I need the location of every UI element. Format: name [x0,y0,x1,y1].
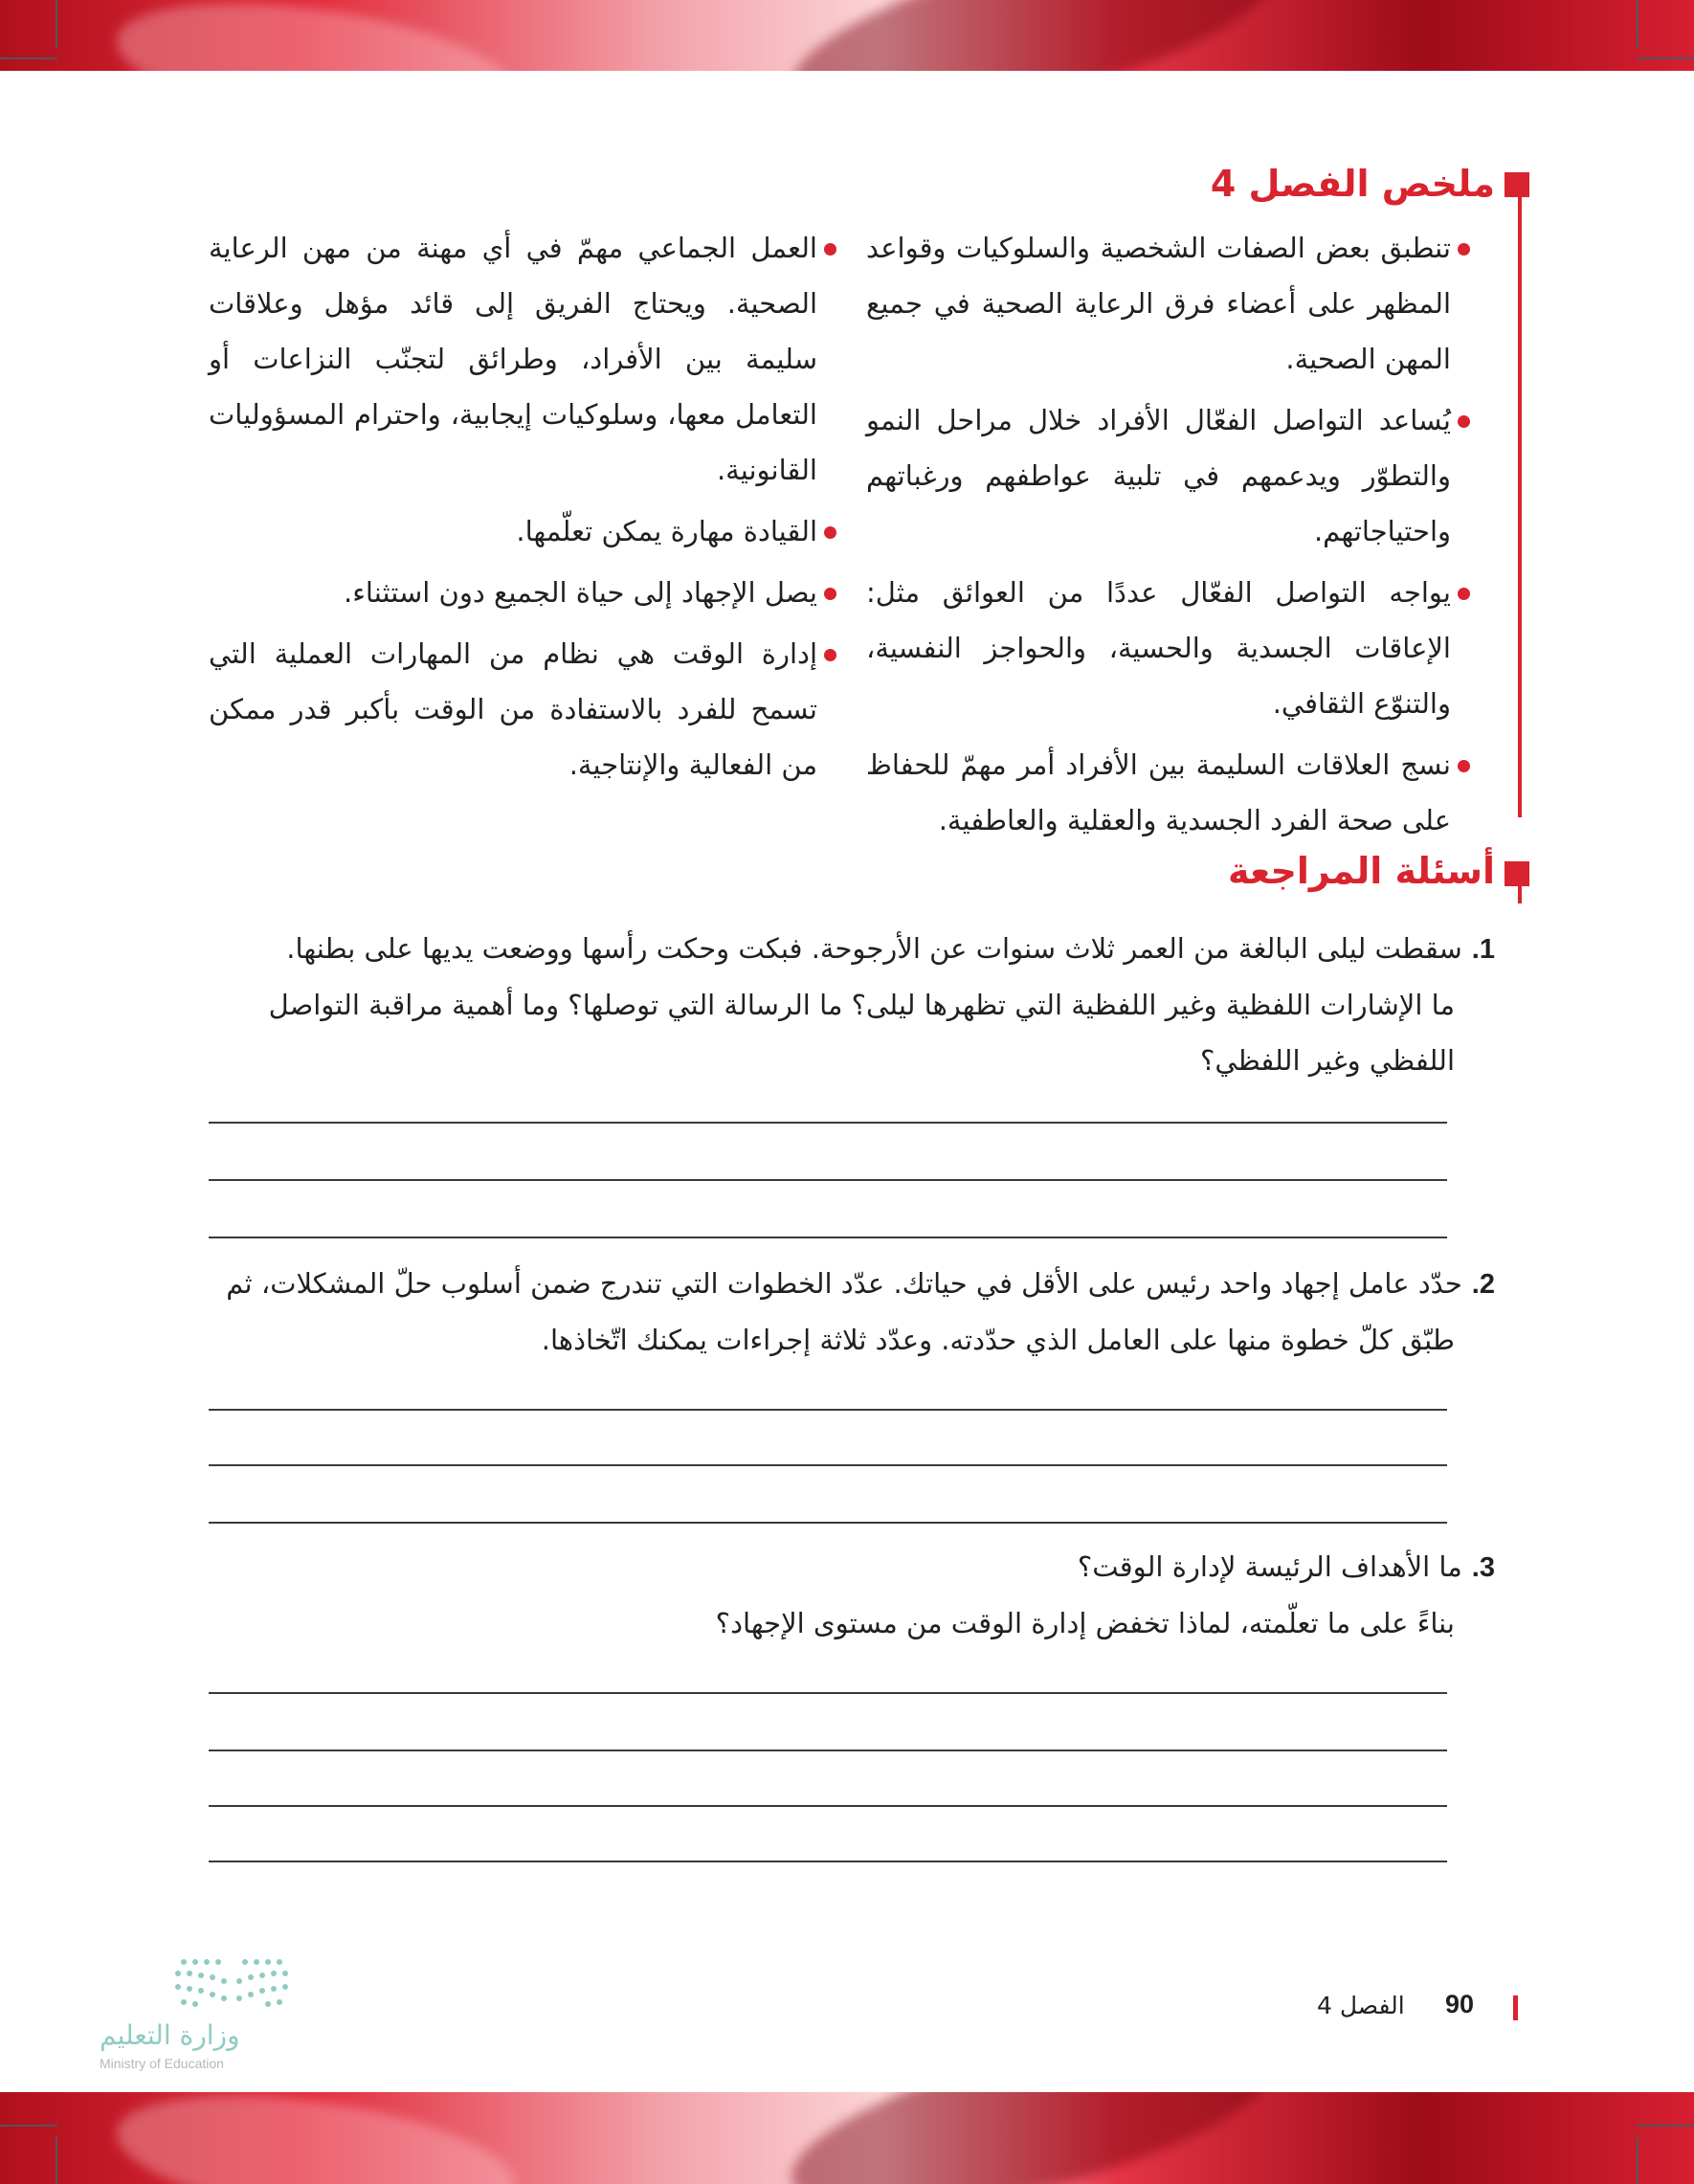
question-number: 2. [1471,1269,1495,1300]
review-question-3: 3.ما الأهداف الرئيسة لإدارة الوقت؟ بناءً على ما تعلّمته، لماذا تخفض إدارة الوقت من مستوى الإجهاد؟ [715,1550,1495,1639]
page-number: 90 [1445,1990,1475,2018]
crop-mark [1637,0,1638,48]
answer-line[interactable] [209,1122,1447,1124]
ministry-logo-english: Ministry of Education [100,2056,224,2071]
summary-item: يواجه التواصل الفعّال عددًا من العوائق مثل: الإعاقات الجسدية والحسية، والحواجز النفسية، والتنوّع الثقافي. [866,565,1466,731]
review-question-1: 1.سقطت ليلى البالغة من العمر ثلاث سنوات عن الأرجوحة. فبكت وحكت رأسها ووضعت يديها على بطنها. ما الإشارات اللفظية وغير اللفظية التي تظهرها ليلى؟ ما الرسالة التي توصلها؟ وما أهمية مراقبة التواصل اللفظي وغير اللفظي؟ [268,932,1495,1077]
summary-item: يصل الإجهاد إلى حياة الجميع دون استثناء. [209,565,833,620]
summary-item: تنطبق بعض الصفات الشخصية والسلوكيات وقواعد المظهر على أعضاء فرق الرعاية الصحية في جميع المهن الصحية. [866,220,1466,387]
review-heading-marker [1505,861,1529,886]
top-banner [0,0,1694,71]
review-question-2: 2.حدّد عامل إجهاد واحد رئيس على الأقل في حياتك. عدّد الخطوات التي تندرج ضمن أسلوب حلّ المشكلات، ثم طبّق كلّ خطوة منها على العامل الذي حدّدته. وعدّد ثلاثة إجراءات يمكنك اتّخاذها. [226,1267,1495,1356]
footer-rule [1513,1995,1518,2020]
footer-chapter: الفصل 4 [1317,1992,1405,2019]
answer-line[interactable] [209,1409,1447,1411]
summary-left-column [209,220,833,798]
answer-line[interactable] [209,1237,1447,1238]
bottom-banner [0,2092,1694,2184]
answer-line[interactable] [209,1692,1447,1694]
question-number: 1. [1471,934,1495,965]
crop-mark [56,2136,57,2184]
bullet-icon [1458,243,1470,256]
bullet-icon [824,526,836,539]
answer-line[interactable] [209,1179,1447,1181]
bullet-icon [1458,415,1470,428]
bullet-icon [824,243,836,256]
answer-line[interactable] [209,1464,1447,1466]
answer-line[interactable] [209,1522,1447,1524]
crop-mark [1637,2136,1638,2184]
summary-item: نسج العلاقات السليمة بين الأفراد أمر مهمّ للحفاظ على صحة الفرد الجسدية والعقلية والعاطفية. [866,737,1466,848]
bullet-icon [824,588,836,600]
crop-mark [1637,2125,1694,2127]
summary-right-column [866,220,1466,854]
summary-item: يُساعد التواصل الفعّال الأفراد خلال مراحل النمو والتطوّر ويدعمهم في تلبية عواطفهم ورغباتهم واحتياجاتهم. [866,392,1466,559]
answer-line[interactable] [209,1861,1447,1862]
answer-line[interactable] [209,1749,1447,1751]
review-title: أسئلة المراجعة [1227,850,1495,892]
bullet-icon [1458,588,1470,600]
summary-item: العمل الجماعي مهمّ في أي مهنة من مهن الرعاية الصحية. ويحتاج الفريق إلى قائد مؤهل وعلاقات سليمة بين الأفراد، وطرائق لتجنّب النزاعات أو التعامل معها، وسلوكيات إيجابية، واحترام المسؤوليات القانونية. [209,220,833,498]
bullet-icon [1458,760,1470,772]
summary-heading-marker [1505,172,1529,197]
summary-item: القيادة مهارة يمكن تعلّمها. [209,503,833,559]
crop-mark [1637,57,1694,59]
crop-mark [56,0,57,48]
summary-side-rule [1518,178,1522,817]
summary-item: إدارة الوقت هي نظام من المهارات العملية التي تسمح للفرد بالاستفادة من الوقت بأكبر قدر ممكن من الفعالية والإنتاجية. [209,626,833,792]
question-number: 3. [1471,1552,1495,1583]
summary-title: ملخص الفصل 4 [1210,163,1495,205]
bullet-icon [824,649,836,661]
ministry-logo-arabic: وزارة التعليم [100,2019,240,2051]
crop-mark [0,57,57,59]
answer-line[interactable] [209,1805,1447,1807]
crop-mark [0,2125,57,2127]
